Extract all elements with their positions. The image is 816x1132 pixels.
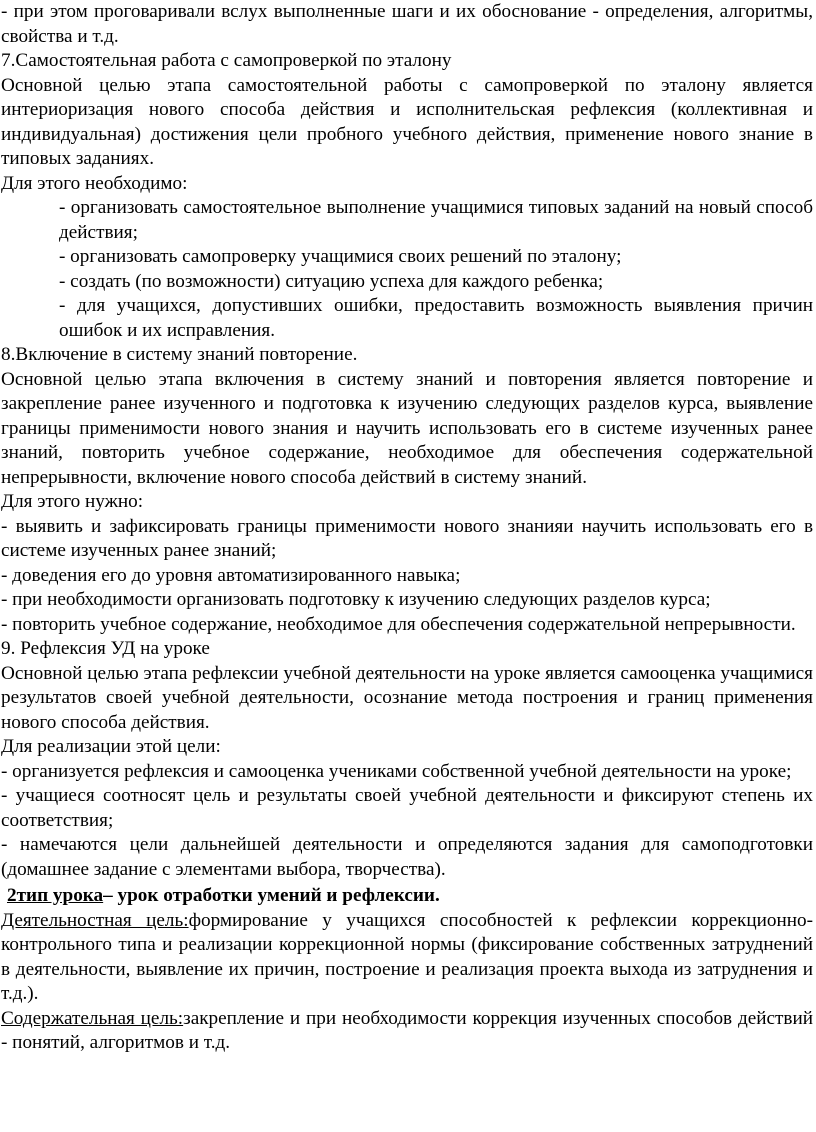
stage7-list-item: - для учащихся, допустивших ошибки, предоставить возможность выявления причин ошибок и их исправления.	[59, 295, 813, 341]
stage9-list-item: - учащиеся соотносят цель и результаты своей учебной деятельности и фиксируют степень их соответствия;	[1, 785, 813, 831]
stage9-goal-paragraph: Основной целью этапа рефлексии учебной деятельности на уроке является самооценка учащимися результатов своей учебной деятельности, осознание метода построения и границ применения нового способа действия.	[1, 662, 813, 733]
stage8-list-item: - доведения его до уровня автоматизированного навыка;	[1, 564, 461, 586]
activity-goal-text: формирование у учащихся способностей к рефлексии коррекционно-контрольного типа и реализации коррекционной нормы (фиксирование собственных затруднений в деятельности, выявление их причин, построение и реализация проекта выхода из затруднения и т.д.).	[1, 909, 813, 1004]
stage7-list-item: - организовать самопроверку учащимися своих решений по эталону;	[59, 246, 622, 267]
stage8-need-intro: Для этого нужно:	[1, 491, 144, 512]
stage7-list-item: - создать (по возможности) ситуацию успеха для каждого ребенка;	[59, 270, 604, 292]
stage7-need-intro: Для этого необходимо:	[1, 172, 188, 194]
stage7-heading: 7.Самостоятельная работа с самопроверкой по эталону	[1, 50, 452, 71]
intro-tail-paragraph: - при этом проговаривали вслух выполненные шаги и их обоснование - определения, алгоритмы, свойства и т.д.	[1, 1, 813, 47]
stage8-list-item: - повторить учебное содержание, необходимое для обеспечения содержательной непрерывности.	[1, 613, 796, 635]
stage8-list-item: - при необходимости организовать подготовку к изучению следующих разделов курса;	[1, 589, 711, 610]
stage9-list-item: - организуется рефлексия и самооценка учениками собственной учебной деятельности на уроке;	[1, 760, 792, 782]
stage8-goal-paragraph: Основной целью этапа включения в систему знаний и повторения является повторение и закрепление ранее изученного и подготовка к изучению следующих разделов курса, выявление границы применимости нового знания и научить использовать его в системе изученных ранее знаний, повторить учебное содержание, необходимое для обеспечения содержательной непрерывности, включение нового способа действий в систему знаний.	[1, 368, 813, 488]
stage7-list-item: - организовать самостоятельное выполнение учащимися типовых заданий на новый способ действия;	[59, 197, 813, 243]
activity-goal-label: Деятельностная цель:	[1, 909, 189, 931]
lesson-type2-title-rest: – урок отработки умений и рефлексии.	[103, 885, 440, 906]
activity-goal-paragraph	[1, 909, 813, 1007]
content-goal-text: закрепление и при необходимости коррекция изученных способов действий - понятий, алгоритмов и т.д.	[1, 1007, 813, 1053]
lesson-type2-title	[1, 884, 813, 909]
stage7-goal-paragraph: Основной целью этапа самостоятельной работы с самопроверкой по эталону является интериоризация нового способа действия и исполнительская рефлексия (коллективная и индивидуальная) достижения цели пробного учебного действия, применение нового знание в типовых заданиях.	[1, 74, 813, 169]
content-goal-label: Содержательная цель:	[1, 1007, 184, 1029]
lesson-type2-title-underlined: 2тип урока	[7, 885, 104, 906]
stage9-heading: 9. Рефлексия УД на уроке	[1, 638, 210, 659]
content-goal-paragraph	[1, 1007, 813, 1056]
stage8-list-item: - выявить и зафиксировать границы применимости нового знанияи научить использовать его в системе изученных ранее знаний;	[1, 515, 813, 561]
stage9-list-item: - намечаются цели дальнейшей деятельности и определяются задания для самоподготовки (домашнее задание с элементами выбора, творчества).	[1, 834, 813, 880]
stage9-need-intro: Для реализации этой цели:	[1, 736, 221, 757]
stage8-heading: 8.Включение в систему знаний повторение.	[1, 344, 358, 365]
